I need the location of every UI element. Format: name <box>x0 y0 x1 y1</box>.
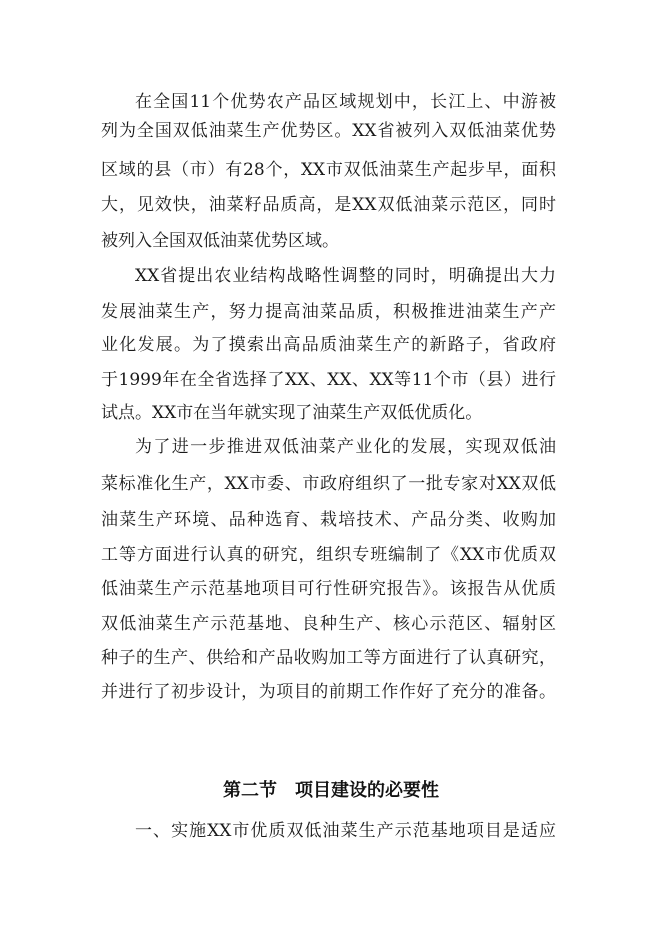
section-first-line: 一、实施XX市优质双低油菜生产示范基地项目是适应 <box>135 821 556 841</box>
paragraph-line: 菜标准化生产，XX市委、市政府组织了一批专家对XX双低 <box>101 474 556 494</box>
paragraph-line: 列为全国双低油菜生产优势区。XX省被列入双低油菜优势 <box>101 121 556 141</box>
paragraph-line: 试点。XX市在当年就实现了油菜生产双低优质化。 <box>101 403 483 423</box>
paragraph-line: XX省提出农业结构战略性调整的同时，明确提出大力 <box>135 266 556 286</box>
paragraph-line: 发展油菜生产，努力提高油菜品质，积极推进油菜生产产 <box>101 302 556 322</box>
paragraph-line: 并进行了初步设计，为项目的前期工作作好了充分的准备。 <box>101 682 556 702</box>
paragraph-line: 双低油菜生产示范基地、良种生产、核心示范区、辐射区 <box>101 614 556 634</box>
paragraph-line: 种子的生产、供给和产品收购加工等方面进行了认真研究， <box>101 648 556 668</box>
paragraph-line: 大，见效快，油菜籽品质高，是XX双低油菜示范区，同时 <box>101 195 556 215</box>
paragraph-line: 区域的县（市）有28个，XX市双低油菜生产起步早，面积 <box>101 160 556 180</box>
paragraph-line: 业化发展。为了摸索出高品质油菜生产的新路子，省政府 <box>101 335 556 355</box>
paragraph-line: 于1999年在全省选择了XX、XX、XX等11个市（县）进行 <box>101 370 556 390</box>
paragraph-line: 低油菜生产示范基地项目可行性研究报告》。该报告从优质 <box>101 579 556 599</box>
paragraph-line: 在全国11个优势农产品区域规划中，长江上、中游被 <box>135 92 556 112</box>
paragraph-line: 工等方面进行认真的研究，组织专班编制了《XX市优质双 <box>101 545 556 565</box>
section-heading: 第二节 项目建设的必要性 <box>223 780 439 801</box>
paragraph-line: 油菜生产环境、品种选育、栽培技术、产品分类、收购加 <box>101 510 556 530</box>
paragraph-line: 为了进一步推进双低油菜产业化的发展，实现双低油 <box>135 437 556 457</box>
paragraph-line: 被列入全国双低油菜优势区域。 <box>101 231 339 251</box>
